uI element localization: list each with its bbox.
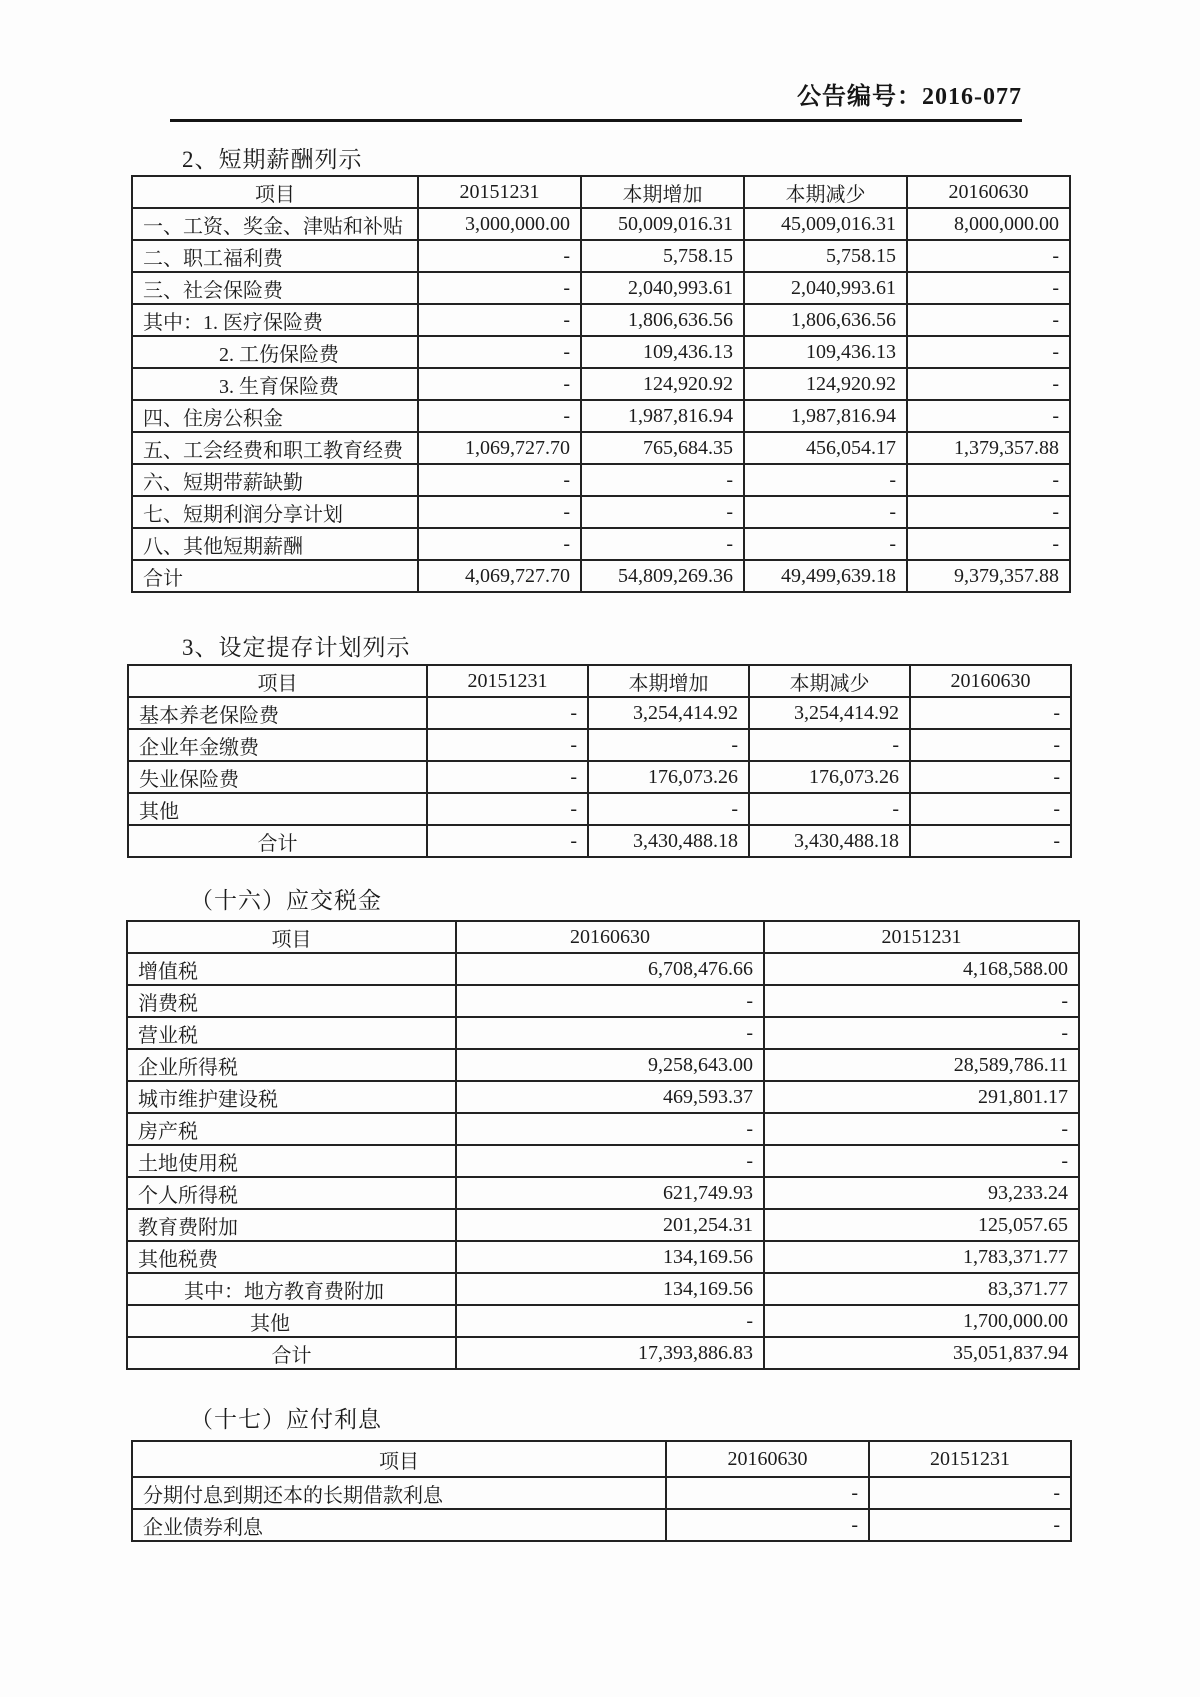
cell-value: 9,379,357.88 bbox=[907, 560, 1070, 592]
cell-value: 35,051,837.94 bbox=[764, 1337, 1079, 1369]
table-row bbox=[132, 1477, 1071, 1509]
cell-value: - bbox=[456, 1017, 764, 1049]
column-header: 20160630 bbox=[456, 921, 764, 953]
section-interest-payable bbox=[0, 1407, 1200, 1542]
cell-label: 企业年金缴费 bbox=[128, 729, 427, 761]
cell-value: 17,393,886.83 bbox=[456, 1337, 764, 1369]
cell-value: - bbox=[418, 464, 581, 496]
cell-label: 企业债券利息 bbox=[132, 1509, 666, 1541]
cell-value: 93,233.24 bbox=[764, 1177, 1079, 1209]
cell-value: 176,073.26 bbox=[749, 761, 910, 793]
section-taxes-payable bbox=[0, 888, 1200, 1370]
cell-label: 3. 生育保险费 bbox=[132, 368, 418, 400]
table-short-term-compensation bbox=[131, 175, 1071, 593]
column-header: 20151231 bbox=[418, 176, 581, 208]
table-row bbox=[127, 1209, 1079, 1241]
table-row bbox=[127, 1177, 1079, 1209]
cell-value: - bbox=[418, 240, 581, 272]
column-header: 20151231 bbox=[869, 1441, 1071, 1477]
column-header: 本期减少 bbox=[749, 665, 910, 697]
cell-value: - bbox=[907, 496, 1070, 528]
cell-value: - bbox=[418, 496, 581, 528]
column-header: 本期增加 bbox=[588, 665, 749, 697]
cell-value: 8,000,000.00 bbox=[907, 208, 1070, 240]
section-defined-contribution-plan bbox=[0, 635, 1200, 858]
cell-value: 2,040,993.61 bbox=[581, 272, 744, 304]
table-row bbox=[127, 985, 1079, 1017]
cell-value: - bbox=[764, 1113, 1079, 1145]
cell-value: 9,258,643.00 bbox=[456, 1049, 764, 1081]
cell-label: 教育费附加 bbox=[127, 1209, 456, 1241]
table-row bbox=[128, 729, 1071, 761]
table-row bbox=[132, 240, 1070, 272]
cell-label: 基本养老保险费 bbox=[128, 697, 427, 729]
cell-value: 54,809,269.36 bbox=[581, 560, 744, 592]
table-row bbox=[127, 953, 1079, 985]
cell-label: 一、工资、奖金、津贴和补贴 bbox=[132, 208, 418, 240]
section-title-interest-payable: （十七）应付利息 bbox=[190, 1407, 382, 1432]
cell-label: 房产税 bbox=[127, 1113, 456, 1145]
cell-value: - bbox=[456, 1145, 764, 1177]
table-row bbox=[132, 496, 1070, 528]
table-row bbox=[132, 336, 1070, 368]
cell-value: - bbox=[764, 985, 1079, 1017]
cell-value: 1,987,816.94 bbox=[744, 400, 907, 432]
cell-value: 456,054.17 bbox=[744, 432, 907, 464]
cell-value: - bbox=[666, 1509, 869, 1541]
table-taxes-payable bbox=[126, 920, 1080, 1370]
cell-value: - bbox=[427, 697, 588, 729]
cell-label: 其他税费 bbox=[127, 1241, 456, 1273]
cell-value: 469,593.37 bbox=[456, 1081, 764, 1113]
table-row bbox=[127, 1145, 1079, 1177]
table-row bbox=[128, 697, 1071, 729]
cell-value: 109,436.13 bbox=[581, 336, 744, 368]
cell-value: - bbox=[910, 793, 1071, 825]
column-header: 20160630 bbox=[666, 1441, 869, 1477]
cell-value: - bbox=[749, 793, 910, 825]
column-header: 项目 bbox=[132, 176, 418, 208]
cell-label: 土地使用税 bbox=[127, 1145, 456, 1177]
cell-value: - bbox=[418, 368, 581, 400]
section-title-defined-contribution-plan: 3、设定提存计划列示 bbox=[182, 635, 411, 660]
column-header: 本期增加 bbox=[581, 176, 744, 208]
table-row bbox=[132, 368, 1070, 400]
cell-value: - bbox=[418, 304, 581, 336]
cell-value: - bbox=[456, 1305, 764, 1337]
cell-label: 其中：地方教育费附加 bbox=[127, 1273, 456, 1305]
cell-label: 七、短期利润分享计划 bbox=[132, 496, 418, 528]
cell-value: 4,168,588.00 bbox=[764, 953, 1079, 985]
cell-value: - bbox=[427, 793, 588, 825]
cell-label: 其他 bbox=[127, 1305, 456, 1337]
table-row bbox=[132, 528, 1070, 560]
cell-value: 28,589,786.11 bbox=[764, 1049, 1079, 1081]
cell-value: - bbox=[907, 240, 1070, 272]
cell-label: 2. 工伤保险费 bbox=[132, 336, 418, 368]
cell-value: 1,806,636.56 bbox=[581, 304, 744, 336]
cell-value: 291,801.17 bbox=[764, 1081, 1079, 1113]
cell-label: 其中：1. 医疗保险费 bbox=[132, 304, 418, 336]
cell-value: 109,436.13 bbox=[744, 336, 907, 368]
cell-value: - bbox=[869, 1477, 1071, 1509]
table-row bbox=[127, 1305, 1079, 1337]
cell-value: 3,254,414.92 bbox=[749, 697, 910, 729]
cell-value: - bbox=[418, 272, 581, 304]
cell-value: 1,806,636.56 bbox=[744, 304, 907, 336]
table-row bbox=[127, 1049, 1079, 1081]
cell-label: 营业税 bbox=[127, 1017, 456, 1049]
cell-label: 失业保险费 bbox=[128, 761, 427, 793]
table-row bbox=[132, 304, 1070, 336]
cell-value: - bbox=[907, 528, 1070, 560]
cell-value: - bbox=[910, 697, 1071, 729]
cell-value: - bbox=[744, 464, 907, 496]
cell-value: - bbox=[418, 400, 581, 432]
cell-value: - bbox=[907, 368, 1070, 400]
cell-value: 3,430,488.18 bbox=[749, 825, 910, 857]
table-row bbox=[127, 1273, 1079, 1305]
table-interest-payable bbox=[131, 1440, 1072, 1542]
cell-value: - bbox=[581, 496, 744, 528]
cell-label: 二、职工福利费 bbox=[132, 240, 418, 272]
cell-value: 201,254.31 bbox=[456, 1209, 764, 1241]
cell-value: - bbox=[749, 729, 910, 761]
cell-value: 1,987,816.94 bbox=[581, 400, 744, 432]
cell-label: 八、其他短期薪酬 bbox=[132, 528, 418, 560]
cell-value: 134,169.56 bbox=[456, 1241, 764, 1273]
cell-value: - bbox=[907, 400, 1070, 432]
table-row bbox=[128, 825, 1071, 857]
cell-value: - bbox=[907, 336, 1070, 368]
table-defined-contribution-plan bbox=[127, 664, 1072, 858]
table-row bbox=[128, 761, 1071, 793]
doc-number: 公告编号：2016-077 bbox=[797, 84, 1022, 110]
section-short-term-compensation bbox=[0, 147, 1200, 593]
cell-value: 765,684.35 bbox=[581, 432, 744, 464]
cell-value: 45,009,016.31 bbox=[744, 208, 907, 240]
sections-container bbox=[0, 147, 1200, 1542]
table-row bbox=[132, 432, 1070, 464]
cell-value: - bbox=[588, 793, 749, 825]
cell-value: 1,379,357.88 bbox=[907, 432, 1070, 464]
cell-value: - bbox=[907, 304, 1070, 336]
cell-value: - bbox=[581, 528, 744, 560]
cell-value: 3,254,414.92 bbox=[588, 697, 749, 729]
table-row bbox=[127, 1241, 1079, 1273]
cell-value: - bbox=[427, 761, 588, 793]
cell-value: - bbox=[427, 729, 588, 761]
cell-value: - bbox=[869, 1509, 1071, 1541]
cell-value: - bbox=[418, 336, 581, 368]
column-header: 20151231 bbox=[427, 665, 588, 697]
cell-value: - bbox=[910, 729, 1071, 761]
cell-value: 124,920.92 bbox=[744, 368, 907, 400]
column-header: 20160630 bbox=[910, 665, 1071, 697]
cell-value: - bbox=[427, 825, 588, 857]
header-rule bbox=[170, 119, 1022, 122]
cell-value: - bbox=[588, 729, 749, 761]
column-header: 本期减少 bbox=[744, 176, 907, 208]
cell-label: 其他 bbox=[128, 793, 427, 825]
cell-value: 50,009,016.31 bbox=[581, 208, 744, 240]
cell-label: 合计 bbox=[127, 1337, 456, 1369]
cell-value: 176,073.26 bbox=[588, 761, 749, 793]
table-row bbox=[127, 1081, 1079, 1113]
cell-value: - bbox=[907, 464, 1070, 496]
cell-value: 83,371.77 bbox=[764, 1273, 1079, 1305]
cell-label: 五、工会经费和职工教育经费 bbox=[132, 432, 418, 464]
cell-value: 49,499,639.18 bbox=[744, 560, 907, 592]
cell-value: - bbox=[764, 1017, 1079, 1049]
cell-label: 三、社会保险费 bbox=[132, 272, 418, 304]
table-row bbox=[132, 208, 1070, 240]
cell-value: - bbox=[666, 1477, 869, 1509]
section-title-taxes-payable: （十六）应交税金 bbox=[190, 888, 382, 913]
cell-value: - bbox=[910, 825, 1071, 857]
cell-label: 四、住房公积金 bbox=[132, 400, 418, 432]
cell-label: 分期付息到期还本的长期借款利息 bbox=[132, 1477, 666, 1509]
cell-value: - bbox=[910, 761, 1071, 793]
cell-value: - bbox=[418, 528, 581, 560]
cell-value: - bbox=[581, 464, 744, 496]
cell-label: 合计 bbox=[132, 560, 418, 592]
cell-label: 个人所得税 bbox=[127, 1177, 456, 1209]
column-header: 项目 bbox=[128, 665, 427, 697]
cell-value: - bbox=[907, 272, 1070, 304]
column-header: 20160630 bbox=[907, 176, 1070, 208]
cell-value: - bbox=[456, 1113, 764, 1145]
column-header: 项目 bbox=[127, 921, 456, 953]
header-row bbox=[132, 1441, 1071, 1477]
column-header: 项目 bbox=[132, 1441, 666, 1477]
cell-label: 企业所得税 bbox=[127, 1049, 456, 1081]
header-row bbox=[132, 176, 1070, 208]
header-row bbox=[127, 921, 1079, 953]
cell-value: 124,920.92 bbox=[581, 368, 744, 400]
table-row bbox=[132, 464, 1070, 496]
cell-value: - bbox=[744, 496, 907, 528]
cell-label: 合计 bbox=[128, 825, 427, 857]
cell-label: 增值税 bbox=[127, 953, 456, 985]
cell-value: 4,069,727.70 bbox=[418, 560, 581, 592]
cell-value: 1,700,000.00 bbox=[764, 1305, 1079, 1337]
cell-label: 消费税 bbox=[127, 985, 456, 1017]
cell-value: 3,000,000.00 bbox=[418, 208, 581, 240]
cell-value: 5,758.15 bbox=[744, 240, 907, 272]
cell-value: - bbox=[764, 1145, 1079, 1177]
table-row bbox=[132, 560, 1070, 592]
table-row bbox=[127, 1113, 1079, 1145]
table-row bbox=[132, 400, 1070, 432]
table-row bbox=[132, 1509, 1071, 1541]
section-title-short-term-compensation: 2、短期薪酬列示 bbox=[182, 147, 363, 172]
table-row bbox=[127, 1337, 1079, 1369]
cell-label: 六、短期带薪缺勤 bbox=[132, 464, 418, 496]
cell-value: 2,040,993.61 bbox=[744, 272, 907, 304]
cell-value: 3,430,488.18 bbox=[588, 825, 749, 857]
cell-value: 5,758.15 bbox=[581, 240, 744, 272]
cell-value: 621,749.93 bbox=[456, 1177, 764, 1209]
cell-value: 6,708,476.66 bbox=[456, 953, 764, 985]
header-row bbox=[128, 665, 1071, 697]
cell-value: 125,057.65 bbox=[764, 1209, 1079, 1241]
cell-value: 1,069,727.70 bbox=[418, 432, 581, 464]
column-header: 20151231 bbox=[764, 921, 1079, 953]
table-row bbox=[128, 793, 1071, 825]
table-row bbox=[127, 1017, 1079, 1049]
cell-value: 134,169.56 bbox=[456, 1273, 764, 1305]
cell-value: 1,783,371.77 bbox=[764, 1241, 1079, 1273]
cell-value: - bbox=[744, 528, 907, 560]
cell-label: 城市维护建设税 bbox=[127, 1081, 456, 1113]
cell-value: - bbox=[456, 985, 764, 1017]
table-row bbox=[132, 272, 1070, 304]
